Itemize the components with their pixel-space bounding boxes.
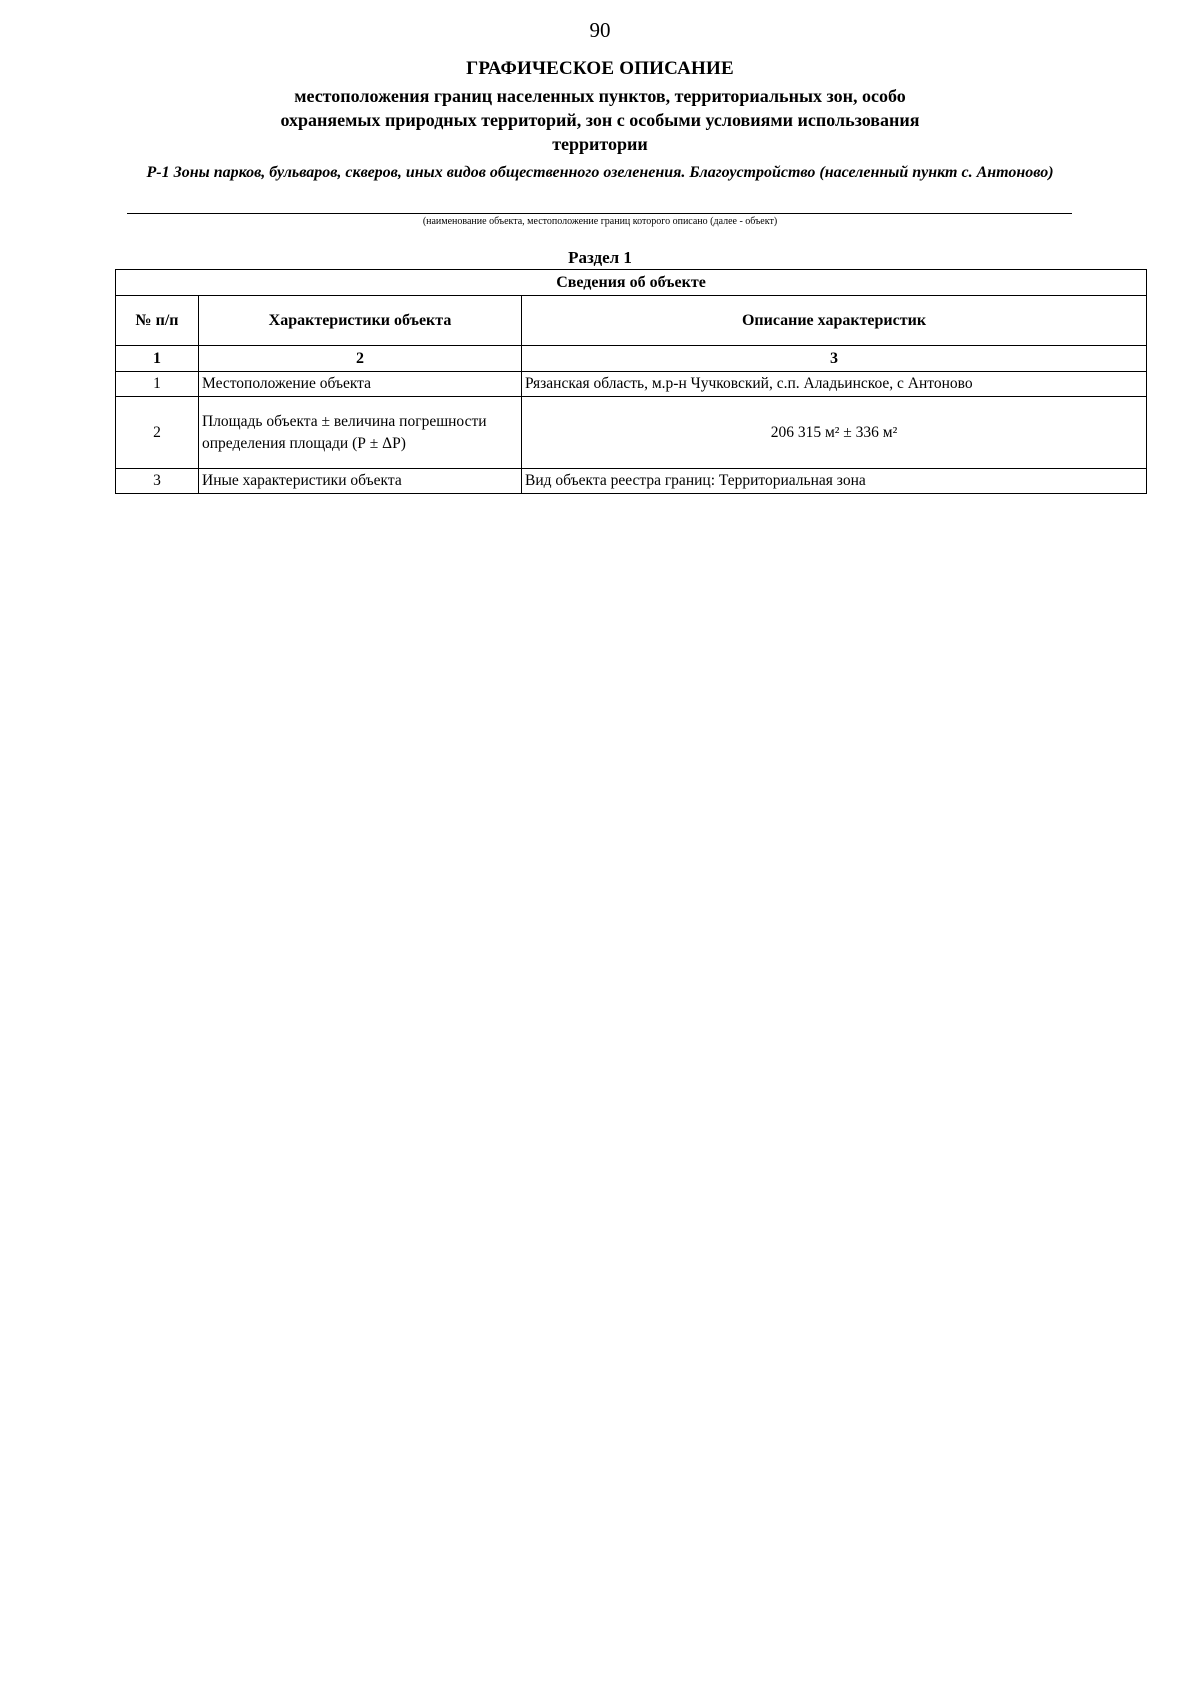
row-number: 1 [116, 372, 199, 397]
page-number: 90 [589, 18, 611, 42]
row-characteristic: Иные характеристики объекта [199, 469, 522, 494]
table-header-row [116, 296, 1147, 346]
document-title: ГРАФИЧЕСКОЕ ОПИСАНИЕ [466, 58, 734, 79]
row-number: 3 [116, 469, 199, 494]
object-name: Р-1 Зоны парков, бульваров, скверов, иных видов общественного озеленения. Благоустройство (населенный пункт с. Антоново) [146, 164, 1054, 181]
section-title: Раздел 1 [568, 248, 632, 267]
row-description: 206 315 м² ± 336 м² [522, 397, 1147, 469]
column-number-1: 1 [116, 346, 199, 372]
object-info-table [115, 269, 1147, 494]
header-characteristic: Характеристики объекта [199, 296, 522, 346]
row-characteristic: Местоположение объекта [199, 372, 522, 397]
object-name-underline [127, 213, 1072, 214]
column-number-3: 3 [522, 346, 1147, 372]
table-caption: Сведения об объекте [116, 270, 1147, 296]
table-row [116, 397, 1147, 469]
row-characteristic: Площадь объекта ± величина погрешности определения площади (Р ± ΔР) [199, 397, 522, 469]
table-caption-row [116, 270, 1147, 296]
object-caption: (наименование объекта, местоположение границ которого описано (далее - объект) [422, 216, 778, 227]
table-row [116, 469, 1147, 494]
column-number-2: 2 [199, 346, 522, 372]
row-number: 2 [116, 397, 199, 469]
row-description: Рязанская область, м.р-н Чучковский, с.п. Аладьинское, с Антоново [522, 372, 1147, 397]
column-numbers-row [116, 346, 1147, 372]
header-description: Описание характеристик [522, 296, 1147, 346]
table-row [116, 372, 1147, 397]
document-subtitle: местоположения границ населенных пунктов, территориальных зон, особо охраняемых природных территорий, зон с особыми условиями использования территории [280, 86, 920, 154]
header-number: № п/п [116, 296, 199, 346]
row-description: Вид объекта реестра границ: Территориальная зона [522, 469, 1147, 494]
